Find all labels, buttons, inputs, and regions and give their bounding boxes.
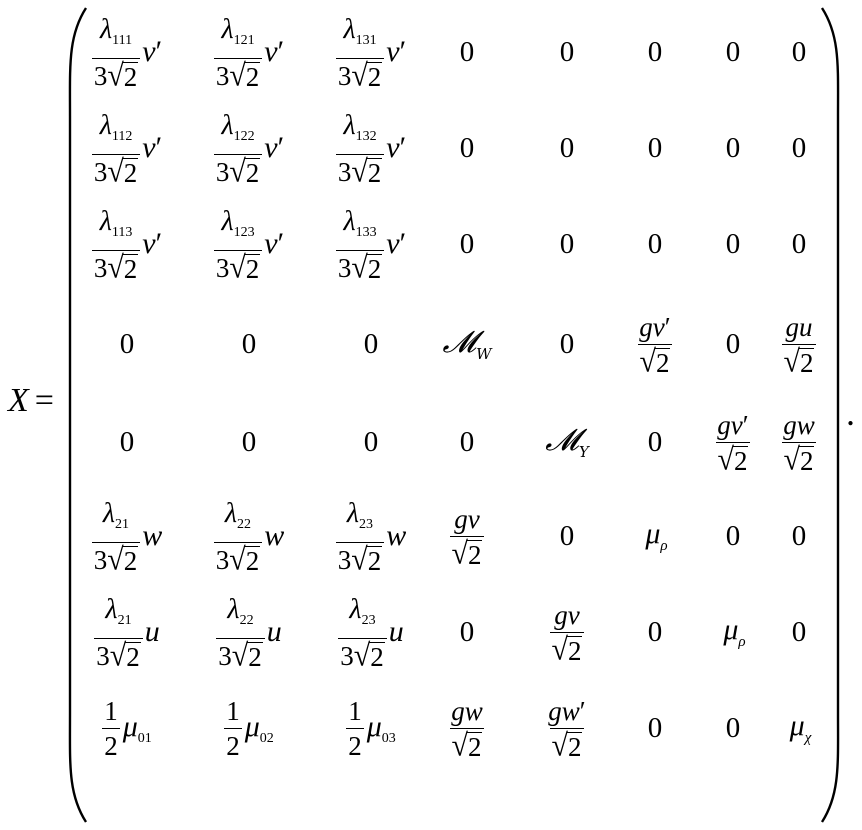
matrix-entry: 0 [647,227,663,260]
matrix-entry: 0 [791,227,807,260]
matrix-entry: 0 [559,131,575,164]
matrix-entry: 0 [725,35,741,68]
matrix-entry: 0 [647,425,663,458]
matrix-entry: 0 [725,227,741,260]
matrix-body [82,4,844,794]
matrix-entry: $\lambda_{22}$ 3 √ 2 u [218,593,282,673]
matrix-entry: $\mu_\rho$ [645,517,668,554]
matrix-entry: 0 [559,227,575,260]
lhs-symbol: X [8,382,29,419]
matrix-entry: $\lambda_{23}$ 3 √ 2 u [340,593,404,673]
matrix-row [82,4,844,100]
matrix-entry: 0 [725,519,741,552]
matrix-entry: 0 [791,131,807,164]
terminal-period: . [846,393,855,433]
matrix-entry: 𝓜$_W$ [442,325,492,363]
matrix-entry: $\mu_\rho$ [723,613,746,650]
matrix-entry: $\lambda_{121}$ 3 √ 2 v′ [215,13,285,93]
matrix-entry: gv′ √ 2 [717,409,749,477]
matrix-entry: $\lambda_{112}$ 3 √ 2 v′ [93,109,163,189]
matrix-entry: $\lambda_{21}$ 3 √ 2 w [93,497,163,577]
matrix-entry: $\lambda_{123}$ 3 √ 2 v′ [215,205,285,285]
matrix-entry: $\lambda_{113}$ 3 √ 2 v′ [93,205,163,285]
matrix-entry: 0 [559,327,575,360]
matrix-entry: 0 [791,35,807,68]
matrix-entry: 0 [725,131,741,164]
matrix-entry: 0 [363,327,379,360]
matrix-row [82,584,844,680]
matrix-entry: 0 [459,131,475,164]
matrix-entry: 0 [363,425,379,458]
matrix-row [82,680,844,776]
matrix-lhs [8,384,54,418]
matrix-entry: $\frac{1}{2}$ $\mu_{03}$ [348,695,396,761]
matrix-entry: 0 [459,227,475,260]
matrix-entry: 0 [459,615,475,648]
matrix-entry: 0 [119,327,135,360]
matrix-row [82,394,844,490]
matrix-entry: 0 [647,131,663,164]
matrix-entry: 0 [459,425,475,458]
matrix-entry: $\lambda_{22}$ 3 √ 2 w [215,497,285,577]
matrix-entry: gw √ 2 [783,409,815,477]
matrix-entry: $\lambda_{21}$ 3 √ 2 u [96,593,160,673]
matrix-entry: gv √ 2 [412,488,522,584]
matrix-entry: 0 [647,711,663,744]
matrix-entry: 0 [559,519,575,552]
matrix-entry: $\lambda_{131}$ 3 √ 2 v′ [337,13,407,93]
equals-sign: = [34,382,54,419]
matrix-entry: $\lambda_{133}$ 3 √ 2 v′ [337,205,407,285]
matrix-entry: gu √ 2 [744,296,854,392]
matrix-entry: gw √ 2 [451,695,483,763]
matrix-entry: gv′ √ 2 [639,311,671,379]
matrix-entry: $\lambda_{132}$ 3 √ 2 v′ [337,109,407,189]
matrix-row [82,100,844,196]
matrix-entry: 0 [459,35,475,68]
matrix-entry: 0 [559,35,575,68]
matrix-entry: gw′ √ 2 [548,695,586,763]
matrix-entry: 0 [791,519,807,552]
matrix-entry: 𝓜$_Y$ [545,423,589,461]
matrix-entry: 0 [725,327,741,360]
matrix-entry: gv √ 2 [512,584,622,680]
matrix-entry: 0 [119,425,135,458]
matrix-entry: $\mu_\chi$ [789,709,812,746]
matrix-entry: $\lambda_{122}$ 3 √ 2 v′ [215,109,285,189]
matrix-entry: $\frac{1}{2}$ $\mu_{01}$ [104,695,152,761]
matrix-entry: $\frac{1}{2}$ $\mu_{02}$ [226,695,274,761]
matrix-entry: 0 [241,327,257,360]
matrix-row [82,488,844,584]
matrix-entry: 0 [241,425,257,458]
matrix-entry: 0 [791,615,807,648]
matrix-row [82,196,844,292]
matrix-entry: $\lambda_{111}$ 3 √ 2 v′ [93,13,163,93]
matrix-entry: 0 [647,615,663,648]
matrix-row [82,296,844,392]
matrix-entry: $\lambda_{23}$ 3 √ 2 w [337,497,407,577]
matrix-entry: 0 [725,711,741,744]
matrix-entry: 0 [647,35,663,68]
